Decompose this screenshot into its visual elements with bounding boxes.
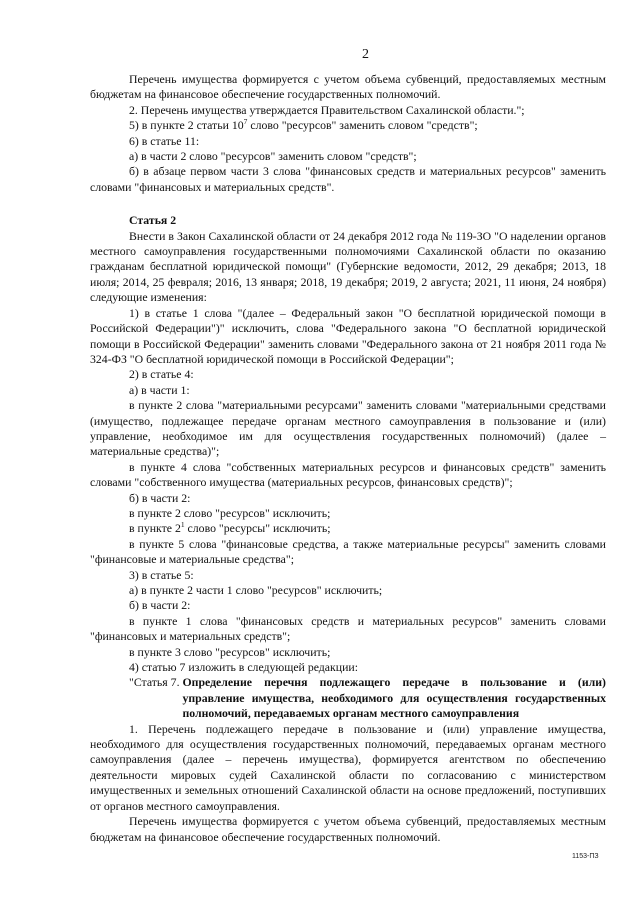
paragraph: в пункте 1 слова "финансовых средств и материальных ресурсов" заменить словами "финансовых и материальных средств"; xyxy=(90,613,606,644)
paragraph: в пункте $2^1$ слово "ресурсы" исключить; xyxy=(129,520,331,536)
paragraph: 1. Перечень подлежащего передаче в пользование и (или) управление имущества, необходимого для осуществления государственных полномочий, передаваемых органам местного самоуправления (далее – перечень имущества), формируется агентством по обеспечению деятельности мировых судей Сахалинской области по согласованию с министерством имущественных и земельных отношений Сахалинской области на основе предложений, поступивших от органов местного самоуправления. xyxy=(90,721,606,813)
paragraph: 3) в статье 5: xyxy=(129,567,194,582)
paragraph: в пункте 4 слова "собственных материальных ресурсов и финансовых средств" заменить словами "собственного имущества (материальных ресурсов, финансовых средств)"; xyxy=(90,459,606,490)
paragraph: а) в пункте 2 части 1 слово "ресурсов" исключить; xyxy=(129,583,383,597)
document-body xyxy=(90,72,606,845)
article7-heading xyxy=(129,675,606,721)
paragraph: в пункте 5 слова "финансовые средства, а также материальные ресурсы" заменить словами "финансовые и материальные средства"; xyxy=(90,536,606,567)
paragraph: Перечень имущества формируется с учетом объема субвенций, предоставляемых местным бюджетам на финансовое обеспечение государственных полномочий. xyxy=(90,72,606,102)
paragraph: б) в части 2: xyxy=(129,490,191,505)
paragraph: б) в части 2: xyxy=(129,598,191,613)
paragraph: 1) в статье 1 слова "(далее – Федеральный закон "О бесплатной юридической помощи в Российской Федерации")" исключить, слова "Федерального закона "О бесплатной юридической помощи в Российской Федерации" заменить словами "Федерального закона от 21 ноября 2011 года № 324-ФЗ "О бесплатной юридической помощи в Российской Федерации"; xyxy=(90,305,606,366)
paragraph: 5) в пункте 2 статьи $10^7$ слово "ресурсов" заменить словом "средств"; xyxy=(129,117,478,133)
paragraph: а) в части 1: xyxy=(129,382,190,397)
paragraph: Внести в Закон Сахалинской области от 24 декабря 2012 года № 119-ЗО "О наделении органов местного самоуправления государственными полномочиями Сахалинской области по оказанию гражданам бесплатной юридической помощи" (Губернские ведомости, 2012, 29 декабря; 2013, 18 июля; 2014, 25 февраля; 2016, 13 января; 2018, 19 декабря; 2019, 2 августа; 2021, 11 июня, 24 ноября) следующие изменения: xyxy=(90,228,606,305)
paragraph: в пункте 2 слово "ресурсов" исключить; xyxy=(129,505,331,520)
paragraph: б) в абзаце первом части 3 слова "финансовых средств и материальных ресурсов" заменить словами "финансовых и материальных средств". xyxy=(90,164,606,194)
page-number: 2 xyxy=(362,47,369,62)
superscript: 7 xyxy=(243,117,248,127)
paragraph: в пункте 2 слова "материальными ресурсами" заменить словами "материальными средствами (имущество, подлежащее передаче органам местного самоуправления в пользование и (или) управление, необходимое им для осуществления государственных полномочий) (далее – материальные средства)"; xyxy=(90,398,606,459)
article7-title: Определение перечня подлежащего передаче в пользование и (или) управление имущества, необходимого для осуществления государственных полномочий, передаваемых органам местного самоуправления xyxy=(182,675,606,721)
paragraph: Перечень имущества формируется с учетом объема субвенций, предоставляемых местным бюджетам на финансовое обеспечение государственных полномочий. xyxy=(90,814,606,844)
paragraph: 2) в статье 4: xyxy=(129,367,194,382)
paragraph: в пункте 3 слово "ресурсов" исключить; xyxy=(129,644,331,659)
superscript: 1 xyxy=(180,520,185,530)
paragraph: 6) в статье 11: xyxy=(129,133,200,148)
article7-label: "Статья 7. xyxy=(129,675,183,690)
paragraph: 2. Перечень имущества утверждается Правительством Сахалинской области."; xyxy=(129,102,525,117)
paragraph: а) в части 2 слово "ресурсов" заменить словом "средств"; xyxy=(129,149,417,164)
paragraph: 4) статью 7 изложить в следующей редакции: xyxy=(129,660,358,675)
article-heading: Статья 2 xyxy=(129,213,177,228)
document-code: 1153-ПЗ xyxy=(572,853,599,860)
